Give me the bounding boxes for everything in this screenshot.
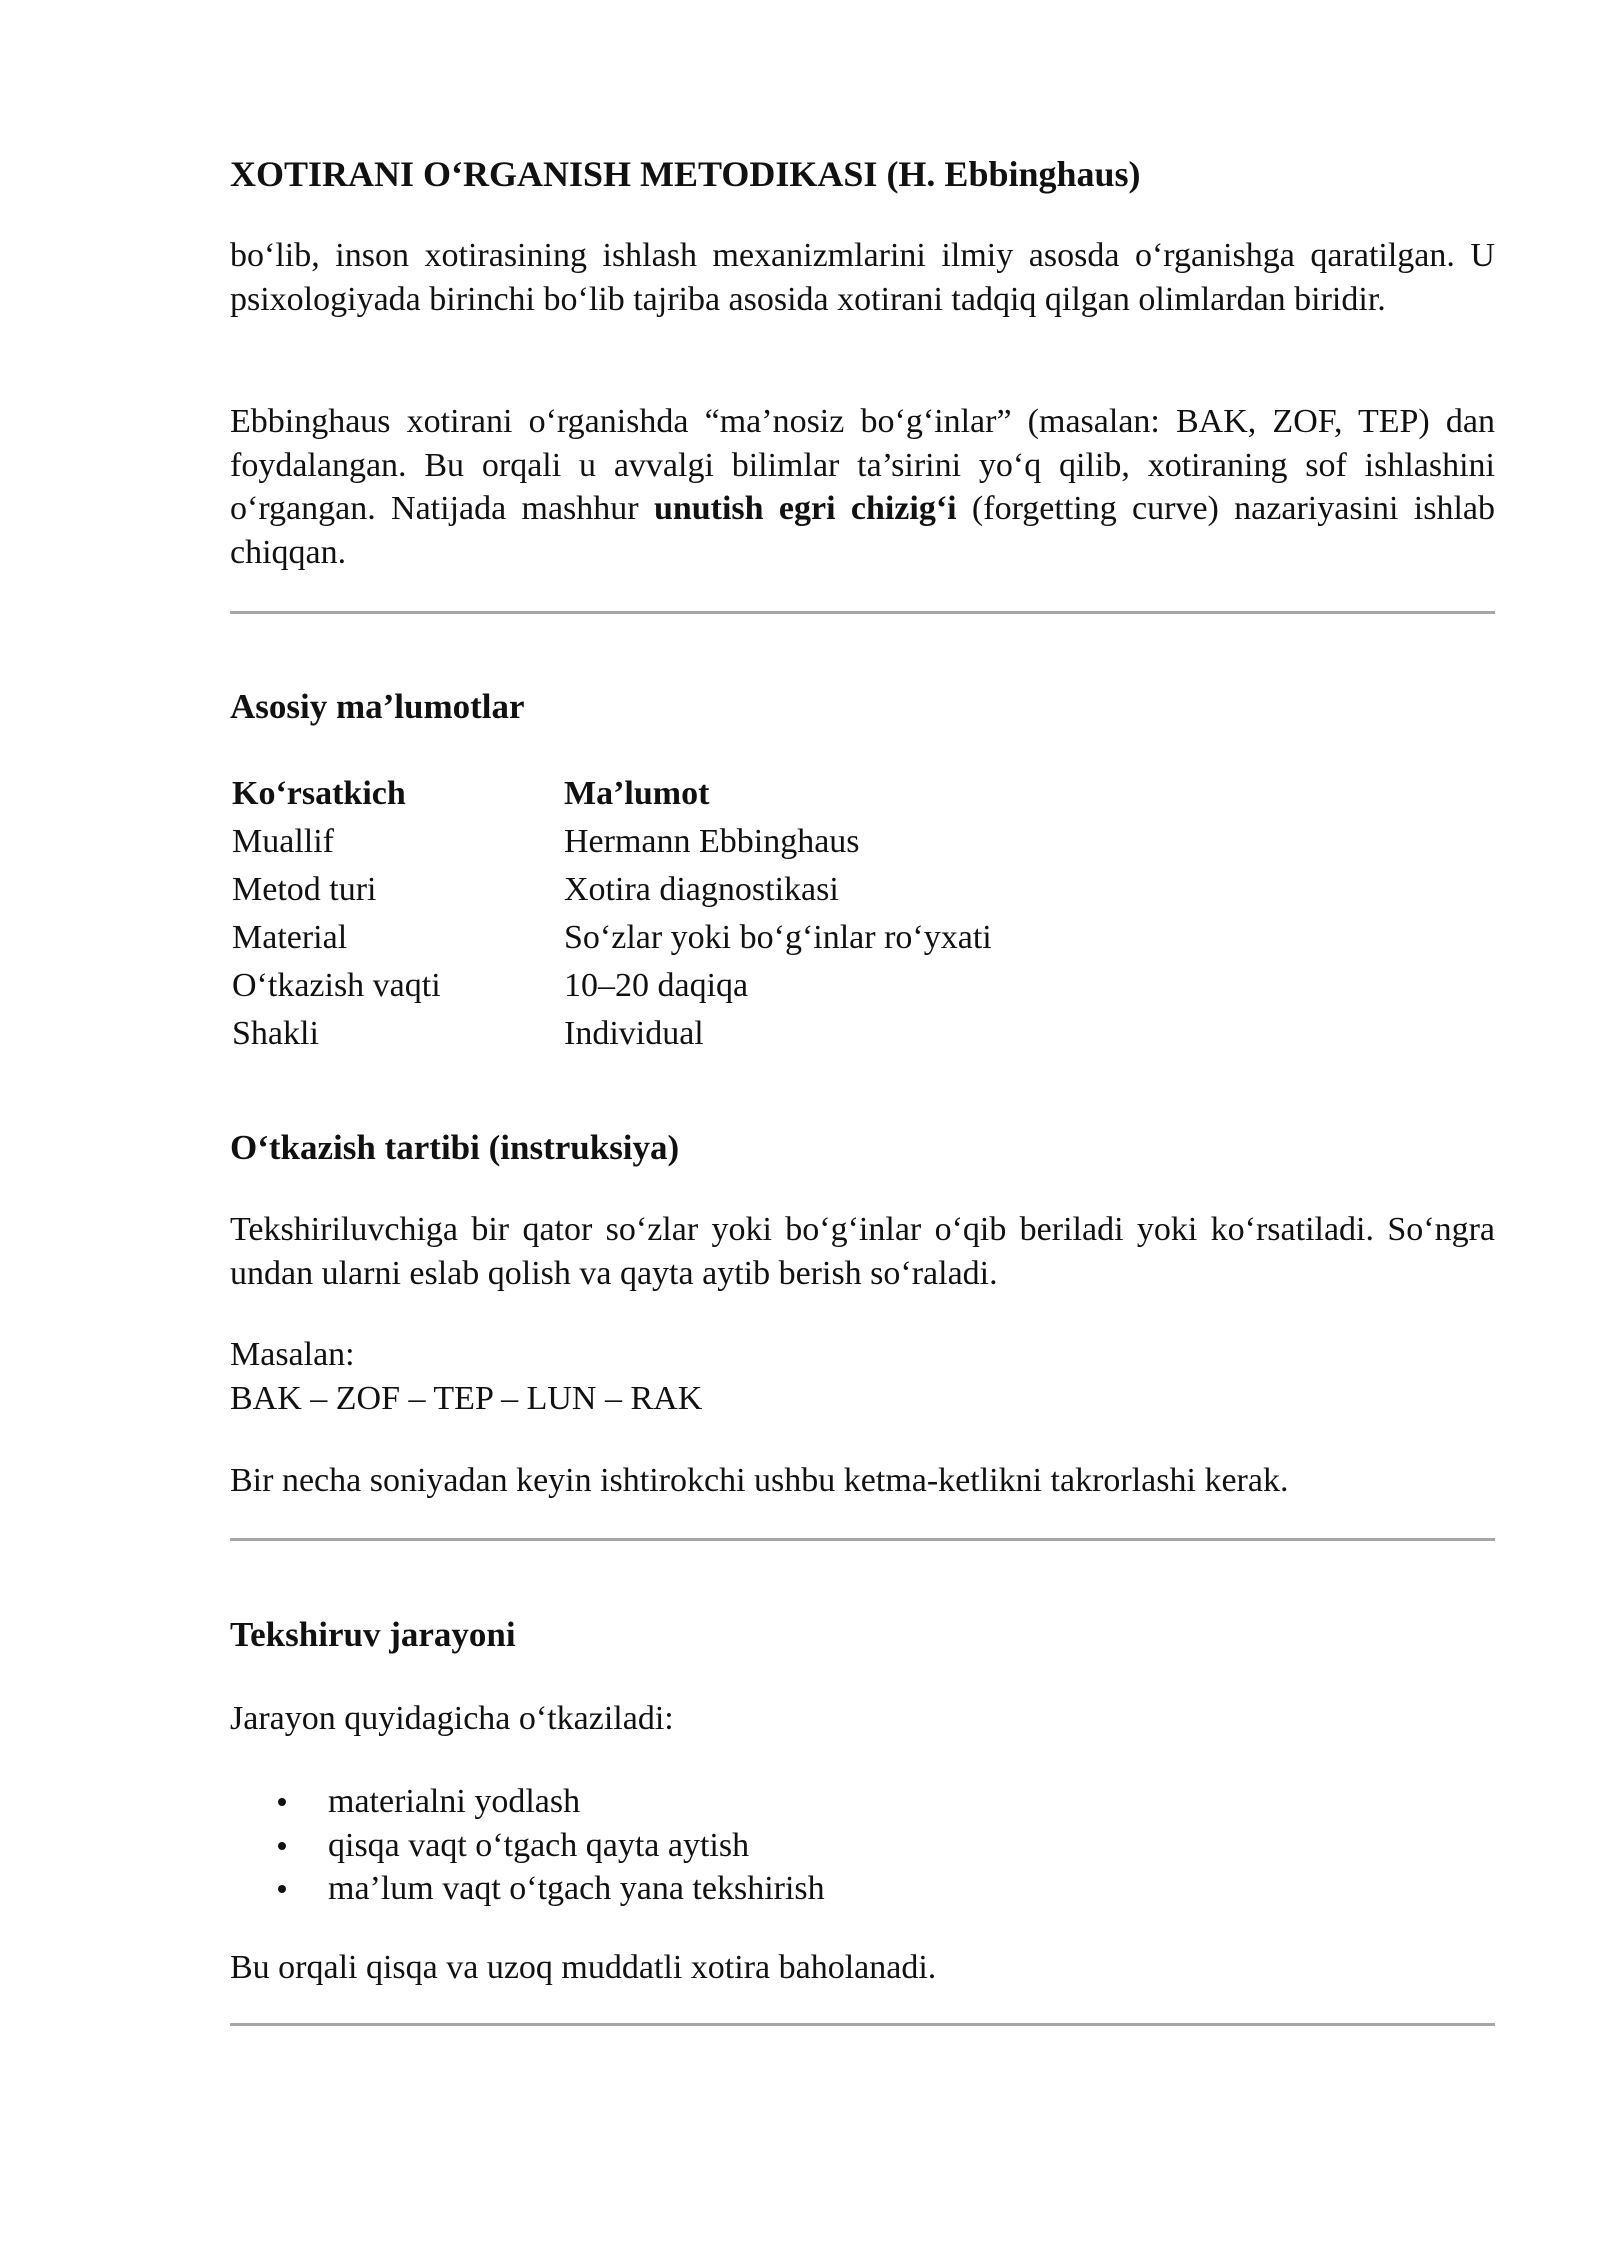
table-cell-info: 10–20 daqiqa — [564, 967, 749, 1004]
list-item — [230, 1780, 825, 1824]
table-row — [232, 914, 992, 962]
table-cell-info: Hermann Ebbinghaus — [564, 823, 860, 860]
bullet-icon — [278, 1842, 286, 1850]
table-cell-info: Individual — [564, 1015, 704, 1052]
procedure-followup: Bir necha soniyadan keyin ishtirokchi ushbu ketma-ketlikni takrorlashi kerak. — [230, 1462, 1289, 1499]
section-divider — [230, 1538, 1495, 1541]
list-item — [230, 1824, 825, 1868]
table-cell-indicator: O‘tkazish vaqti — [232, 967, 441, 1004]
list-item — [230, 1867, 825, 1911]
example-sequence: BAK – ZOF – TEP – LUN – RAK — [230, 1380, 703, 1417]
procedure-heading: O‘tkazish tartibi (instruksiya) — [230, 1128, 680, 1167]
table-cell-info: So‘zlar yoki bo‘g‘inlar ro‘yxati — [564, 919, 992, 956]
section-divider — [230, 611, 1495, 614]
table-header-indicator: Ko‘rsatkich — [232, 775, 406, 812]
intro-paragraph-2-start: Ebbinghaus xotirani o‘rganishda “ma’nosiz bo‘g‘inlar” (masalan: BAK, ZOF, TEP) dan foydalangan. Bu orqali u avvalgi bilimlar ta’sirini yo‘q qilib, xotiraning sof ishlashini o‘rgangan. Natijada mashhur — [230, 403, 1495, 527]
intro-paragraph-2 — [230, 400, 1495, 574]
document-title: XOTIRANI O‘RGANISH METODIKASI (H. Ebbinghaus) — [230, 154, 1141, 194]
table-cell-indicator: Metod turi — [232, 871, 377, 908]
table-row — [232, 962, 992, 1010]
table-header-info: Ma’lumot — [564, 775, 710, 812]
table-cell-indicator: Shakli — [232, 1015, 319, 1052]
basic-info-heading: Asosiy ma’lumotlar — [230, 687, 525, 726]
bullet-icon — [278, 1798, 286, 1806]
intro-paragraph-2-end: (forgetting curve) nazariyasini ishlab chiqqan. — [230, 490, 1495, 571]
table-row — [232, 1010, 992, 1058]
procedure-paragraph: Tekshiriluvchiga bir qator so‘zlar yoki bo‘g‘inlar o‘qib beriladi yoki ko‘rsatiladi. So‘ngra undan ularni eslab qolish va qayta aytib berish so‘raladi. — [230, 1211, 1495, 1292]
list-item-text: qisqa vaqt o‘tgach qayta aytish — [328, 1826, 750, 1864]
examination-steps-list — [230, 1780, 825, 1911]
table-cell-info: Xotira diagnostikasi — [564, 871, 839, 908]
basic-info-table — [232, 770, 992, 1058]
table-cell-indicator: Muallif — [232, 823, 334, 860]
list-item-text: ma’lum vaqt o‘tgach yana tekshirish — [328, 1870, 825, 1907]
table-header-row — [232, 770, 992, 818]
bullet-icon — [278, 1885, 286, 1893]
table-row — [232, 818, 992, 866]
table-cell-indicator: Material — [232, 919, 348, 956]
intro-paragraph-1: bo‘lib, inson xotirasining ishlash mexanizmlarini ilmiy asosda o‘rganishga qaratilgan. U psixologiyada birinchi bo‘lib tajriba asosida xotirani tadqiq qilgan olimlardan biridir. — [230, 237, 1495, 318]
table-row — [232, 866, 992, 914]
list-item-text: materialni yodlash — [328, 1783, 581, 1820]
section-divider — [230, 2023, 1495, 2026]
examination-conclusion: Bu orqali qisqa va uzoq muddatli xotira baholanadi. — [230, 1949, 937, 1986]
examination-heading: Tekshiruv jarayoni — [230, 1615, 516, 1654]
examination-intro: Jarayon quyidagicha o‘tkaziladi: — [230, 1700, 674, 1737]
example-label: Masalan: — [230, 1336, 355, 1373]
forgetting-curve-term: unutish egri chizig‘i — [653, 490, 957, 527]
